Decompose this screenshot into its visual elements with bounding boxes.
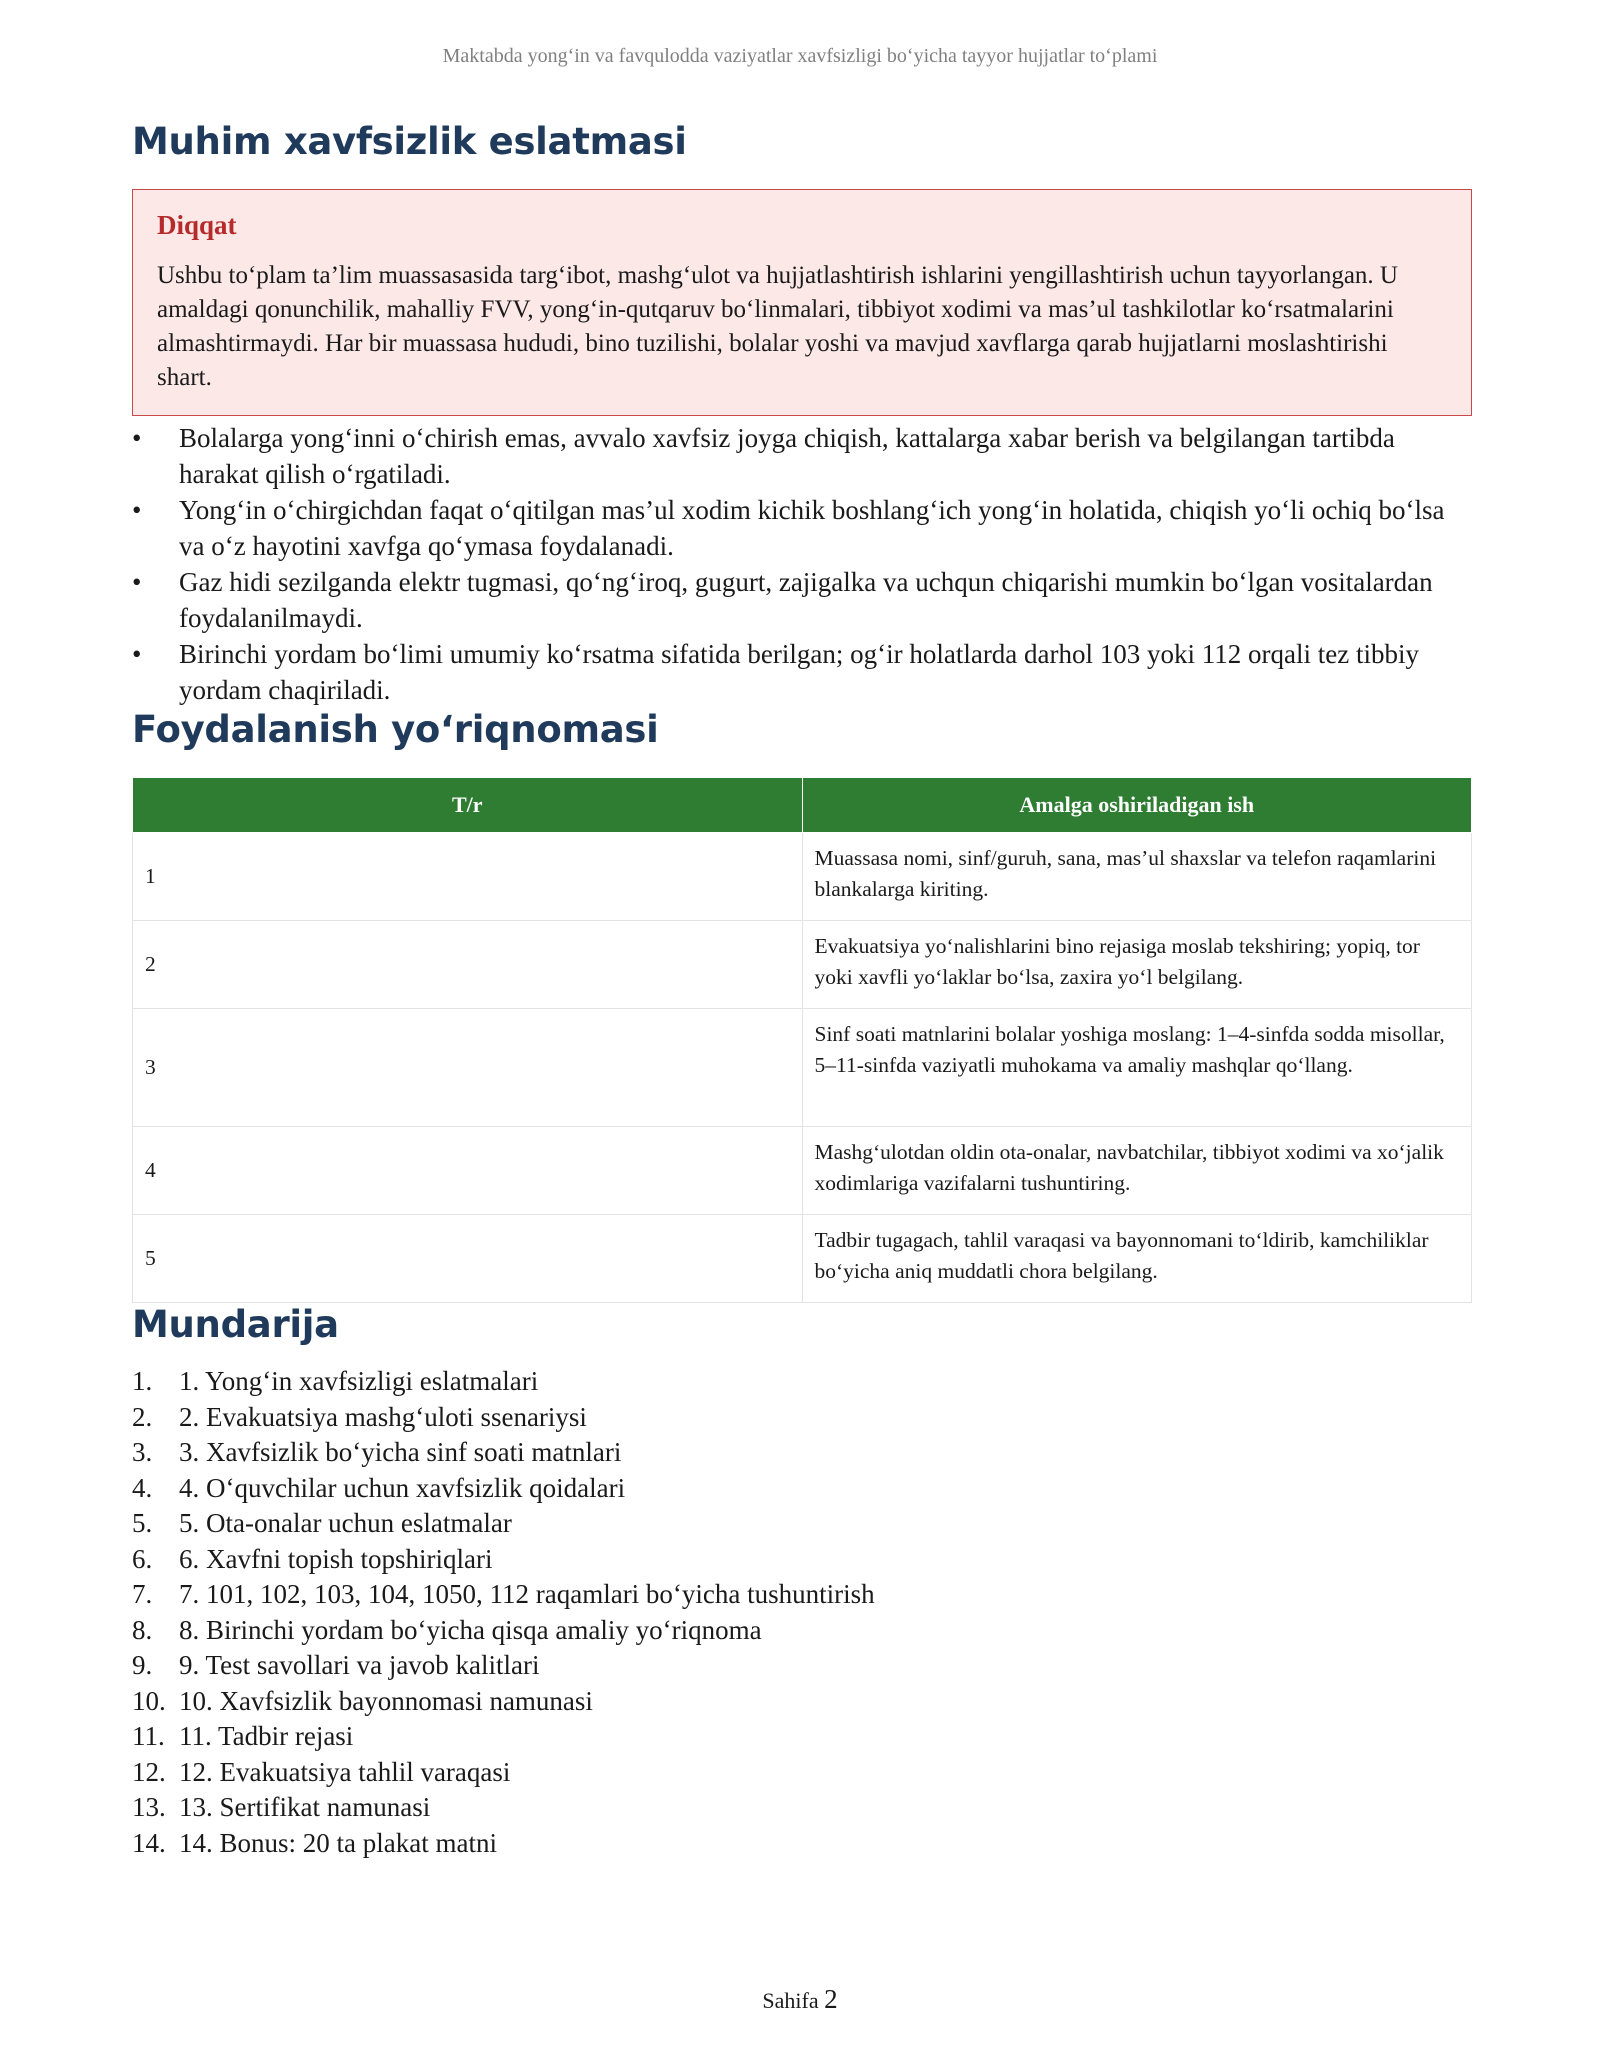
toc-item-text: 5. Ota-onalar uchun eslatmalar — [179, 1508, 512, 1538]
table-header-row — [133, 778, 1472, 833]
toc-item-number: 14. — [132, 1827, 166, 1858]
toc-item — [132, 1364, 1472, 1400]
bullet-item — [132, 636, 1472, 708]
bullet-text: Gaz hidi sezilganda elektr tugmasi, qo‘ng‘iroq, gugurt, zajigalka va uchqun chiqarishi mumkin bo‘lgan vositalardan foydalanilmaydi. — [179, 567, 1433, 633]
toc-item-number: 3. — [132, 1437, 153, 1467]
bullet-text: Bolalarga yong‘inni o‘chirish emas, avvalo xavfsiz joyga chiqish, kattalarga xabar berish va belgilangan tartibda harakat qilish o‘rgatiladi. — [179, 423, 1395, 489]
warning-callout — [132, 189, 1472, 416]
toc-item-text: 4. O‘quvchilar uchun xavfsizlik qoidalari — [179, 1472, 626, 1503]
row-number: 5 — [133, 1215, 803, 1303]
toc-item-number: 1. — [132, 1366, 153, 1396]
toc-item-number: 4. — [132, 1472, 153, 1503]
toc-item-number: 6. — [132, 1543, 153, 1574]
usage-table — [132, 777, 1472, 1303]
running-header: Maktabda yong‘in va favqulodda vaziyatlar xavfsizligi bo‘yicha tayyor hujjatlar to‘plami — [442, 45, 1158, 67]
toc-item-text: 10. Xavfsizlik bayonnomasi namunasi — [179, 1685, 593, 1716]
bullet-icon: • — [132, 639, 142, 669]
toc-item-number: 10. — [132, 1685, 166, 1716]
table-row — [133, 1009, 1472, 1127]
row-task: Evakuatsiya yo‘nalishlarini bino rejasiga moslab tekshiring; yopiq, tor yoki xavfli yo‘laklar bo‘lsa, zaxira yo‘l belgilang. — [802, 921, 1472, 1009]
row-number: 2 — [133, 921, 803, 1009]
bullet-item — [132, 492, 1472, 564]
safety-section-title: Muhim xavfsizlik eslatmasi — [132, 120, 687, 163]
warning-callout-title: Diqqat — [157, 210, 237, 240]
warning-callout-text: Ushbu to‘plam ta’lim muassasasida targ‘ibot, mashg‘ulot va hujjatlashtirish ishlarini yengillashtirish uchun tayyorlangan. U amaldagi qonunchilik, mahalliy FVV, yong‘in-qutqaruv bo‘linmalari, tibbiyot xodimi va mas’ul tashkilotlar ko‘rsatmalarini almashtirmaydi. Har bir muassasa hududi, bino tuzilishi, bolalar yoshi va mavjud xavflarga qarab hujjatlarni moslashtirishi shart. — [157, 262, 1398, 391]
toc-item — [132, 1542, 1472, 1578]
page-label: Sahifa — [762, 1988, 819, 2013]
row-task: Mashg‘ulotdan oldin ota-onalar, navbatchilar, tibbiyot xodimi va xo‘jalik xodimlariga vazifalarni tushuntiring. — [802, 1127, 1472, 1215]
page-content — [132, 120, 1472, 1861]
table-row — [133, 921, 1472, 1009]
row-task: Sinf soati matnlarini bolalar yoshiga moslang: 1–4-sinfda sodda misollar, 5–11-sinfda vaziyatli muhokama va amaliy mashqlar qo‘llang. — [802, 1009, 1472, 1127]
toc-item-text: 14. Bonus: 20 ta plakat matni — [179, 1827, 497, 1858]
toc-item-text: 1. Yong‘in xavfsizligi eslatmalari — [179, 1366, 539, 1396]
toc-item — [132, 1719, 1472, 1755]
toc-item-number: 12. — [132, 1756, 166, 1787]
toc-item-text: 12. Evakuatsiya tahlil varaqasi — [179, 1756, 511, 1787]
table-row — [133, 1127, 1472, 1215]
bullet-item — [132, 420, 1472, 492]
toc-item — [132, 1506, 1472, 1542]
toc-item-text: 3. Xavfsizlik bo‘yicha sinf soati matnlari — [179, 1437, 622, 1467]
toc-item — [132, 1577, 1472, 1613]
row-task: Muassasa nomi, sinf/guruh, sana, mas’ul shaxslar va telefon raqamlarini blankalarga kiriting. — [802, 833, 1472, 921]
toc-item-text: 11. Tadbir rejasi — [179, 1721, 354, 1751]
toc-item — [132, 1471, 1472, 1507]
toc-item — [132, 1790, 1472, 1826]
bullet-icon: • — [132, 423, 142, 453]
row-number: 1 — [133, 833, 803, 921]
column-header-task: Amalga oshiriladigan ish — [802, 778, 1472, 833]
toc-item-number: 5. — [132, 1508, 153, 1538]
row-number: 3 — [133, 1009, 803, 1127]
toc-section-title: Mundarija — [132, 1303, 339, 1346]
toc-item-text: 2. Evakuatsiya mashg‘uloti ssenariysi — [179, 1401, 587, 1432]
toc-item-number: 11. — [132, 1721, 165, 1751]
toc-item-text: 7. 101, 102, 103, 104, 1050, 112 raqamlari bo‘yicha tushuntirish — [179, 1579, 875, 1609]
toc-item — [132, 1684, 1472, 1720]
toc-item — [132, 1648, 1472, 1684]
toc-item-number: 13. — [132, 1792, 166, 1822]
page-number: 2 — [824, 1984, 838, 2014]
toc-item-text: 6. Xavfni topish topshiriqlari — [179, 1543, 493, 1574]
toc-item — [132, 1613, 1472, 1649]
row-task: Tadbir tugagach, tahlil varaqasi va bayonnomani to‘ldirib, kamchiliklar bo‘yicha aniq muddatli chora belgilang. — [802, 1215, 1472, 1303]
toc-item — [132, 1435, 1472, 1471]
safety-bullet-list — [132, 420, 1472, 708]
toc-item — [132, 1826, 1472, 1862]
page-footer — [0, 1984, 1600, 2015]
table-row — [133, 833, 1472, 921]
bullet-text: Yong‘in o‘chirgichdan faqat o‘qitilgan mas’ul xodim kichik boshlang‘ich yong‘in holatida, chiqish yo‘li ochiq bo‘lsa va o‘z hayotini xavfga qo‘ymasa foydalanadi. — [179, 495, 1445, 561]
bullet-icon: • — [132, 567, 142, 597]
bullet-text: Birinchi yordam bo‘limi umumiy ko‘rsatma sifatida berilgan; og‘ir holatlarda darhol 103 yoki 112 orqali tez tibbiy yordam chaqiriladi. — [179, 639, 1419, 705]
toc-item-number: 2. — [132, 1401, 153, 1432]
toc-item — [132, 1400, 1472, 1436]
row-number: 4 — [133, 1127, 803, 1215]
bullet-item — [132, 564, 1472, 636]
column-header-number: T/r — [133, 778, 803, 833]
bullet-icon: • — [132, 495, 142, 525]
usage-section-title: Foydalanish yo‘riqnomasi — [132, 708, 659, 751]
toc-item — [132, 1755, 1472, 1791]
toc-item-number: 8. — [132, 1614, 153, 1645]
toc-item-text: 8. Birinchi yordam bo‘yicha qisqa amaliy yo‘riqnoma — [179, 1614, 762, 1645]
toc-item-number: 9. — [132, 1650, 153, 1680]
toc-item-text: 9. Test savollari va javob kalitlari — [179, 1650, 540, 1680]
table-of-contents — [132, 1364, 1472, 1861]
table-row — [133, 1215, 1472, 1303]
toc-item-number: 7. — [132, 1579, 153, 1609]
toc-item-text: 13. Sertifikat namunasi — [179, 1792, 431, 1822]
